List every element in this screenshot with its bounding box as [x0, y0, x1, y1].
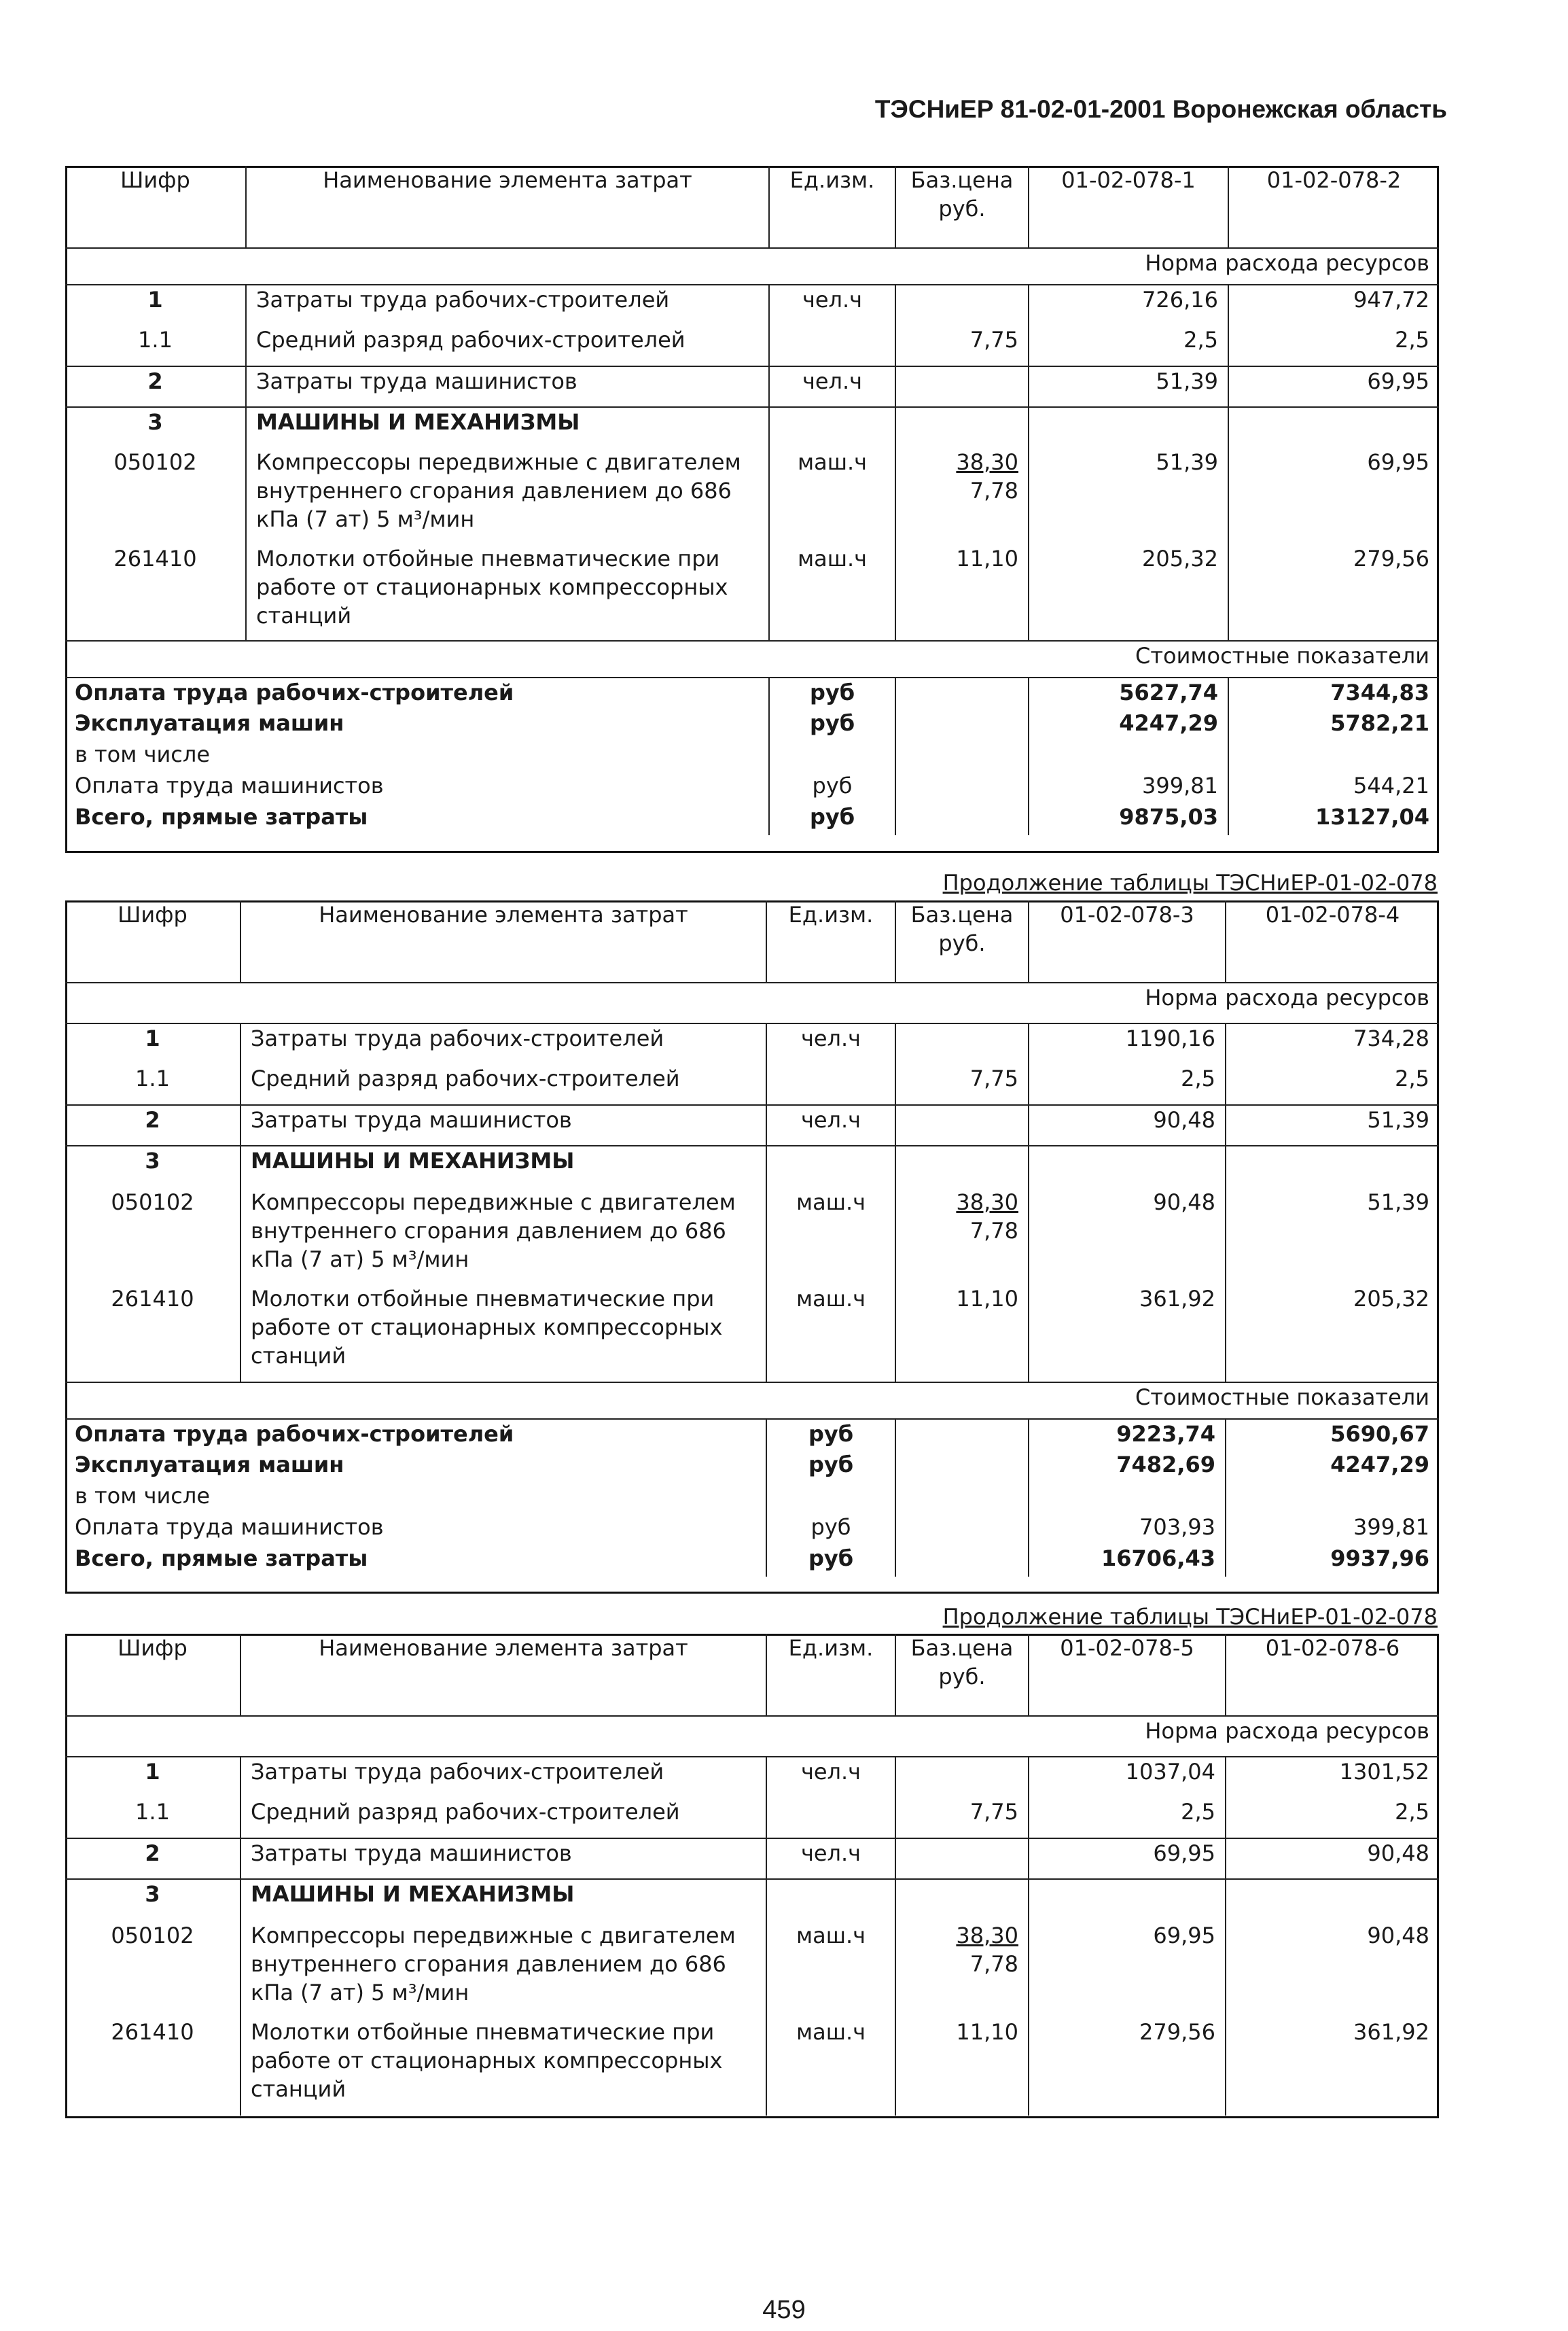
section-norm-label: Норма расхода ресурсов	[1029, 983, 1439, 1023]
cost-unit: руб	[766, 1450, 895, 1482]
table-header-row	[65, 166, 1439, 248]
value-cell: 90,48	[1226, 1838, 1439, 1879]
price-header-line1: Баз.цена	[910, 167, 1014, 193]
label-line: станций	[251, 1343, 346, 1369]
cost-label: Оплата труда машинистов	[75, 773, 384, 799]
row-unit: чел.ч	[766, 1023, 895, 1064]
value-cell: 9875,03	[1029, 803, 1228, 835]
value-cell: 16706,43	[1029, 1544, 1226, 1577]
value-cell: 7482,69	[1029, 1450, 1226, 1482]
value-cell: 5690,67	[1226, 1419, 1439, 1450]
row-code: 3	[65, 1879, 240, 1921]
table-row	[65, 1105, 1439, 1146]
value-cell: 1301,52	[1226, 1757, 1439, 1798]
label-line: станций	[251, 2076, 346, 2102]
row-code: 1	[65, 1023, 240, 1064]
row-label	[240, 1921, 766, 2018]
row-code: 3	[65, 1146, 240, 1188]
label-line: кПа (7 ат) 5 м³/мин	[256, 506, 475, 532]
row-unit: маш.ч	[769, 448, 895, 544]
row-code: 1.1	[135, 1066, 170, 1091]
table-row	[65, 544, 1439, 641]
section-cost-label: Стоимостные показатели	[1029, 641, 1439, 678]
table-row	[65, 1544, 1439, 1577]
row-label: Затраты труда машинистов	[246, 366, 769, 407]
value-cell: 51,39	[1226, 1105, 1439, 1146]
price-header-line2: руб.	[938, 930, 986, 956]
page-title: ТЭСНиЕР 81-02-01-2001 Воронежская область	[874, 95, 1447, 123]
row-label	[246, 544, 769, 641]
value-cell: 4247,29	[1226, 1450, 1439, 1482]
table-row	[65, 1419, 1439, 1450]
col-code-2-header: 01-02-078-6	[1226, 1634, 1439, 1716]
continuation-caption	[826, 1604, 1438, 1630]
table-row	[65, 1513, 1439, 1544]
table-row	[65, 285, 1439, 326]
label-line: внутреннего сгорания давлением до 686	[256, 478, 732, 504]
value-cell: 734,28	[1226, 1023, 1439, 1064]
value-cell: 51,39	[1029, 366, 1228, 407]
section-row	[65, 1382, 1439, 1419]
value-cell: 703,93	[1029, 1513, 1226, 1544]
value-cell: 69,95	[1228, 366, 1439, 407]
label-line: кПа (7 ат) 5 м³/мин	[251, 1246, 469, 1272]
value-cell: 2,5	[1226, 1798, 1439, 1838]
page-number: 459	[762, 2296, 806, 2324]
caption-text: Продолжение таблицы ТЭСНиЕР-01-02-078	[942, 870, 1438, 896]
table-row	[65, 1482, 1439, 1513]
table-row	[65, 1879, 1439, 1921]
section-row	[65, 641, 1439, 678]
value-cell: 544,21	[1228, 771, 1439, 803]
col-unit-header: Ед.изм.	[766, 1634, 895, 1716]
row-code: 261410	[113, 546, 197, 572]
section-row	[65, 983, 1439, 1023]
col-price-header	[895, 166, 1029, 248]
row-label	[246, 448, 769, 544]
table-row	[65, 1023, 1439, 1064]
row-code: 1	[65, 1757, 240, 1798]
cost-unit: руб	[769, 771, 895, 803]
table-row	[65, 1146, 1439, 1188]
table-header-row	[65, 900, 1439, 983]
cost-label: Эксплуатация машин	[75, 1452, 344, 1477]
value-cell: 2,5	[1228, 326, 1439, 366]
row-price	[895, 1921, 1029, 2018]
section-cost-label: Стоимостные показатели	[1029, 1382, 1439, 1419]
label-line: внутреннего сгорания давлением до 686	[251, 1218, 726, 1244]
col-price-header	[895, 900, 1029, 983]
price-header-line1: Баз.цена	[910, 1635, 1014, 1661]
row-code: 050102	[113, 449, 197, 475]
value-cell: 205,32	[1226, 1284, 1439, 1382]
table-row	[65, 803, 1439, 835]
label-line: внутреннего сгорания давлением до 686	[251, 1951, 726, 1977]
cost-unit: руб	[769, 678, 895, 709]
value-cell: 51,39	[1226, 1188, 1439, 1284]
col-name-header: Наименование элемента затрат	[240, 1634, 766, 1716]
value-cell: 1190,16	[1029, 1023, 1226, 1064]
value-cell: 1037,04	[1029, 1757, 1226, 1798]
value-cell: 69,95	[1228, 448, 1439, 544]
row-unit: чел.ч	[769, 366, 895, 407]
row-code: 2	[65, 1838, 240, 1879]
label-line: Компрессоры передвижные с двигателем	[256, 449, 741, 475]
value-cell: 279,56	[1029, 2018, 1226, 2116]
table-header-row	[65, 1634, 1439, 1716]
label-line: работе от стационарных компрессорных	[251, 2048, 723, 2073]
caption-text: Продолжение таблицы ТЭСНиЕР-01-02-078	[942, 1604, 1438, 1630]
row-unit: чел.ч	[766, 1105, 895, 1146]
cost-unit: руб	[766, 1513, 895, 1544]
section-row	[65, 1716, 1439, 1757]
value-cell: 361,92	[1029, 1284, 1226, 1382]
row-unit: чел.ч	[766, 1757, 895, 1798]
norm-table-2	[65, 900, 1439, 1577]
row-label: Средний разряд рабочих-строителей	[240, 1798, 766, 1838]
row-code: 050102	[111, 1189, 194, 1215]
value-cell: 7344,83	[1228, 678, 1439, 709]
price-line: 38,30	[956, 449, 1018, 475]
col-code-1-header: 01-02-078-3	[1029, 900, 1226, 983]
table-row	[65, 1798, 1439, 1838]
price-line: 7,78	[969, 1218, 1018, 1244]
value-cell: 2,5	[1029, 1064, 1226, 1105]
row-price: 7,75	[895, 326, 1029, 366]
table-row	[65, 1921, 1439, 2018]
row-label: Затраты труда рабочих-строителей	[246, 285, 769, 326]
value-cell: 361,92	[1226, 2018, 1439, 2116]
section-norm-label: Норма расхода ресурсов	[1029, 248, 1439, 285]
row-unit: маш.ч	[769, 544, 895, 641]
table-row	[65, 366, 1439, 407]
row-label	[240, 2018, 766, 2116]
value-cell: 947,72	[1228, 285, 1439, 326]
value-cell: 13127,04	[1228, 803, 1439, 835]
table-row	[65, 407, 1439, 448]
price-header-line2: руб.	[938, 196, 986, 222]
label-line: станций	[256, 603, 352, 629]
col-code-2-header: 01-02-078-4	[1226, 900, 1439, 983]
norm-table-1	[65, 166, 1439, 835]
value-cell: 399,81	[1226, 1513, 1439, 1544]
label-line: Молотки отбойные пневматические при	[251, 1286, 715, 1312]
col-price-header	[895, 1634, 1029, 1716]
price-line: 7,78	[969, 1951, 1018, 1977]
cost-unit: руб	[769, 709, 895, 740]
row-price: 7,75	[895, 1064, 1029, 1105]
value-cell: 9937,96	[1226, 1544, 1439, 1577]
table-row	[65, 2018, 1439, 2116]
table-row	[65, 678, 1439, 709]
row-code: 3	[65, 407, 246, 448]
col-code-header: Шифр	[118, 1635, 188, 1661]
row-label: Затраты труда рабочих-строителей	[240, 1757, 766, 1798]
table-row	[65, 326, 1439, 366]
table-row	[65, 448, 1439, 544]
row-label	[240, 1284, 766, 1382]
col-name-header: Наименование элемента затрат	[246, 166, 769, 248]
col-unit-header: Ед.изм.	[766, 900, 895, 983]
value-cell: 90,48	[1029, 1105, 1226, 1146]
row-unit: маш.ч	[766, 1188, 895, 1284]
row-label	[240, 1188, 766, 1284]
row-label: МАШИНЫ И МЕХАНИЗМЫ	[246, 407, 769, 448]
price-header-line1: Баз.цена	[910, 902, 1014, 928]
cost-label: в том числе	[75, 741, 210, 767]
label-line: Компрессоры передвижные с двигателем	[251, 1923, 736, 1948]
row-code: 1.1	[135, 1799, 170, 1825]
value-cell: 399,81	[1029, 771, 1228, 803]
section-norm-label: Норма расхода ресурсов	[1029, 1716, 1439, 1757]
row-price: 11,10	[895, 1284, 1029, 1382]
table-row	[65, 1064, 1439, 1105]
table-row	[65, 1284, 1439, 1382]
cost-unit: руб	[769, 803, 895, 835]
price-line: 7,78	[969, 478, 1018, 504]
col-code-header: Шифр	[118, 902, 188, 928]
value-cell: 90,48	[1226, 1921, 1439, 2018]
row-unit: маш.ч	[766, 1284, 895, 1382]
table-row	[65, 740, 1439, 771]
cost-label: Всего, прямые затраты	[75, 1545, 368, 1571]
cost-label: Оплата труда рабочих-строителей	[65, 1419, 766, 1450]
cost-label: Оплата труда машинистов	[75, 1514, 384, 1540]
col-code-header: Шифр	[120, 167, 190, 193]
table-row	[65, 709, 1439, 740]
row-price	[895, 285, 1029, 326]
norm-table-3	[65, 1634, 1439, 2116]
row-unit: чел.ч	[766, 1838, 895, 1879]
row-label: МАШИНЫ И МЕХАНИЗМЫ	[240, 1879, 766, 1921]
col-unit-header: Ед.изм.	[769, 166, 895, 248]
row-code: 2	[65, 366, 246, 407]
value-cell: 90,48	[1029, 1188, 1226, 1284]
row-unit	[769, 326, 895, 366]
label-line: Компрессоры передвижные с двигателем	[251, 1189, 736, 1215]
table-row	[65, 1838, 1439, 1879]
row-code: 2	[65, 1105, 240, 1146]
row-label: Средний разряд рабочих-строителей	[246, 326, 769, 366]
label-line: Молотки отбойные пневматические при	[251, 2019, 715, 2045]
value-cell: 9223,74	[1029, 1419, 1226, 1450]
row-code: 261410	[111, 2019, 194, 2045]
cost-label: Эксплуатация машин	[75, 710, 344, 736]
col-code-1-header: 01-02-078-5	[1029, 1634, 1226, 1716]
col-name-header: Наименование элемента затрат	[240, 900, 766, 983]
row-price	[895, 1188, 1029, 1284]
value-cell: 205,32	[1029, 544, 1228, 641]
label-line: работе от стационарных компрессорных	[251, 1314, 723, 1340]
cost-label: Оплата труда рабочих-строителей	[65, 678, 769, 709]
row-label: Затраты труда машинистов	[240, 1105, 766, 1146]
table-row	[65, 771, 1439, 803]
row-code: 1	[65, 285, 246, 326]
col-code-2-header: 01-02-078-2	[1228, 166, 1439, 248]
row-label: Затраты труда рабочих-строителей	[240, 1023, 766, 1064]
table-row	[65, 1757, 1439, 1798]
row-code: 261410	[111, 1286, 194, 1312]
row-price	[895, 448, 1029, 544]
row-price	[895, 366, 1029, 407]
value-cell: 2,5	[1029, 326, 1228, 366]
cost-label: в том числе	[75, 1483, 210, 1509]
row-label: Средний разряд рабочих-строителей	[240, 1064, 766, 1105]
price-line: 38,30	[956, 1923, 1018, 1948]
value-cell: 5627,74	[1029, 678, 1228, 709]
row-unit: маш.ч	[766, 2018, 895, 2116]
value-cell: 69,95	[1029, 1921, 1226, 2018]
cost-unit: руб	[766, 1544, 895, 1577]
price-header-line2: руб.	[938, 1664, 986, 1689]
table-row	[65, 1450, 1439, 1482]
section-row	[65, 248, 1439, 285]
value-cell: 726,16	[1029, 285, 1228, 326]
label-line: кПа (7 ат) 5 м³/мин	[251, 1980, 469, 2005]
cost-label: Всего, прямые затраты	[75, 804, 368, 830]
row-price: 11,10	[895, 2018, 1029, 2116]
value-cell: 4247,29	[1029, 709, 1228, 740]
label-line: Молотки отбойные пневматические при	[256, 546, 720, 572]
row-price: 11,10	[895, 544, 1029, 641]
row-price: 7,75	[895, 1798, 1029, 1838]
row-label: МАШИНЫ И МЕХАНИЗМЫ	[240, 1146, 766, 1188]
row-code: 1.1	[138, 327, 173, 353]
price-line: 38,30	[956, 1189, 1018, 1215]
value-cell: 51,39	[1029, 448, 1228, 544]
value-cell: 5782,21	[1228, 709, 1439, 740]
label-line: работе от стационарных компрессорных	[256, 574, 728, 600]
value-cell: 2,5	[1226, 1064, 1439, 1105]
row-unit: чел.ч	[769, 285, 895, 326]
table-row	[65, 1188, 1439, 1284]
value-cell: 2,5	[1029, 1798, 1226, 1838]
cost-unit: руб	[766, 1419, 895, 1450]
row-code: 050102	[111, 1923, 194, 1948]
continuation-caption	[826, 870, 1438, 896]
col-code-1-header: 01-02-078-1	[1029, 166, 1228, 248]
row-label: Затраты труда машинистов	[240, 1838, 766, 1879]
value-cell: 69,95	[1029, 1838, 1226, 1879]
row-unit: маш.ч	[766, 1921, 895, 2018]
value-cell: 279,56	[1228, 544, 1439, 641]
